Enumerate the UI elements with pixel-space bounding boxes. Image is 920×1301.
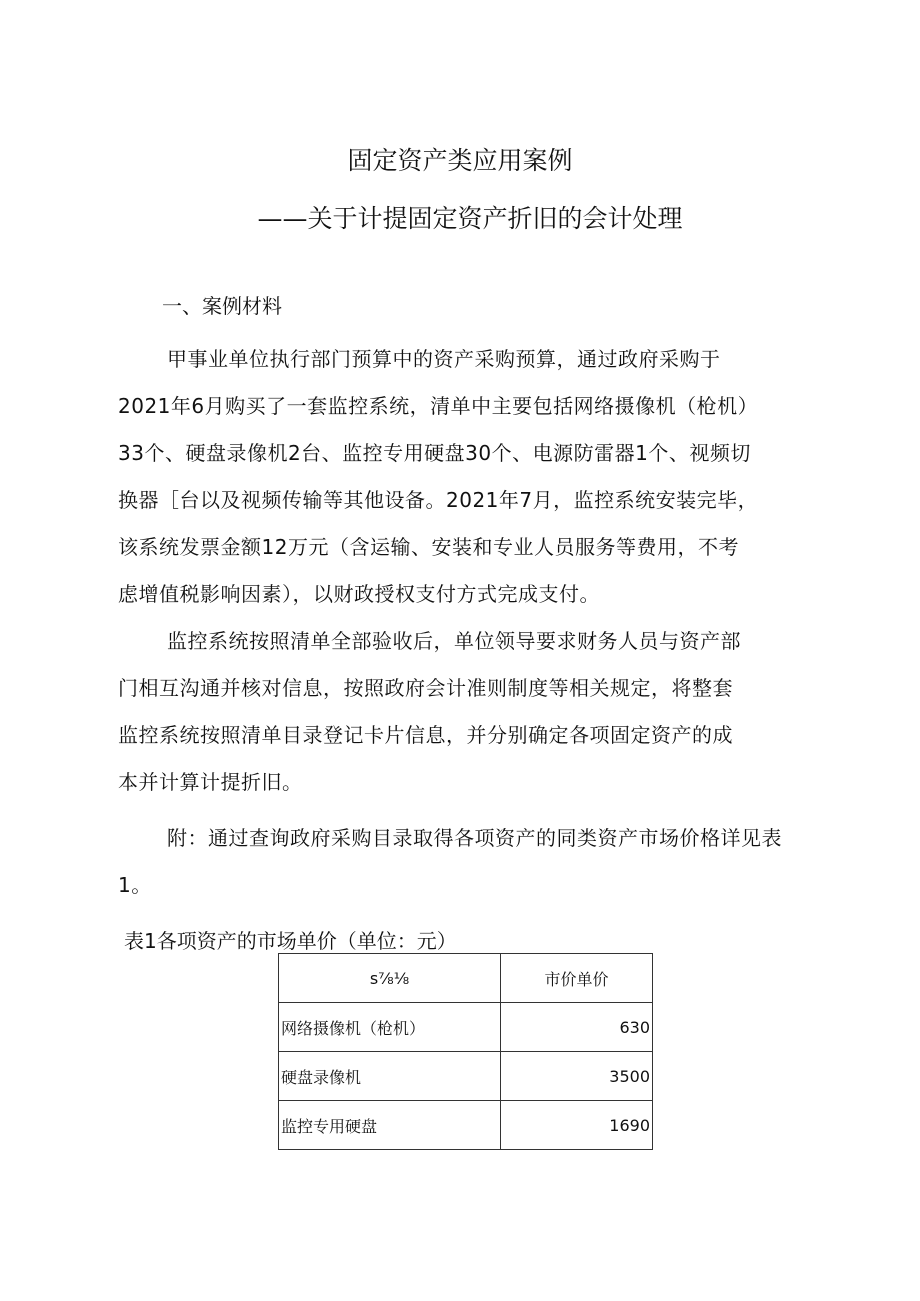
table-row xyxy=(279,1003,653,1052)
document-subtitle: ——关于计提固定资产折旧的会计处理 xyxy=(257,204,683,233)
table-cell-name: 硬盘录像机 xyxy=(279,1052,501,1101)
price-table xyxy=(278,953,653,1150)
table-caption: 表1各项资产的市场单价（单位：元） xyxy=(124,929,457,953)
table-row xyxy=(279,1101,653,1150)
table-header-price: 市价单价 xyxy=(501,954,653,1003)
table-cell-price: 630 xyxy=(501,1003,653,1052)
paragraph1-line: 2021年6月购买了一套监控系统，清单中主要包括网络摄像机（枪机） xyxy=(118,394,759,418)
paragraph2-line: 监控系统按照清单目录登记卡片信息，并分别确定各项固定资产的成 xyxy=(118,723,733,747)
table-header-row xyxy=(279,954,653,1003)
paragraph2-line: 监控系统按照清单全部验收后，单位领导要求财务人员与资产部 xyxy=(167,629,741,653)
table-cell-name: 网络摄像机（枪机） xyxy=(279,1003,501,1052)
paragraph3-line: 附：通过查询政府采购目录取得各项资产的同类资产市场价格详见表 xyxy=(167,826,782,850)
paragraph1-line: 换器［台以及视频传输等其他设备。2021年7月，监控系统安装完毕， xyxy=(118,488,759,512)
section-heading: 一、案例材料 xyxy=(162,294,282,318)
table-cell-price: 1690 xyxy=(501,1101,653,1150)
table-row xyxy=(279,1052,653,1101)
table-cell-name: 监控专用硬盘 xyxy=(279,1101,501,1150)
paragraph1-line: 甲事业单位执行部门预算中的资产采购预算，通过政府采购于 xyxy=(167,347,721,371)
paragraph2-line: 门相互沟通并核对信息，按照政府会计准则制度等相关规定，将整套 xyxy=(118,676,733,700)
document-title: 固定资产类应用案例 xyxy=(347,146,573,175)
table-cell-price: 3500 xyxy=(501,1052,653,1101)
paragraph1-line: 33个、硬盘录像机2台、监控专用硬盘30个、电源防雷器1个、视频切 xyxy=(118,441,751,465)
paragraph3-line: 1。 xyxy=(118,873,152,897)
paragraph2-line: 本并计算计提折旧。 xyxy=(118,770,303,794)
table-header-name: s⅞⅛ xyxy=(279,954,501,1003)
paragraph1-line: 该系统发票金额12万元（含运输、安装和专业人员服务等费用，不考 xyxy=(118,535,739,559)
paragraph1-line: 虑增值税影响因素），以财政授权支付方式完成支付。 xyxy=(118,582,600,606)
